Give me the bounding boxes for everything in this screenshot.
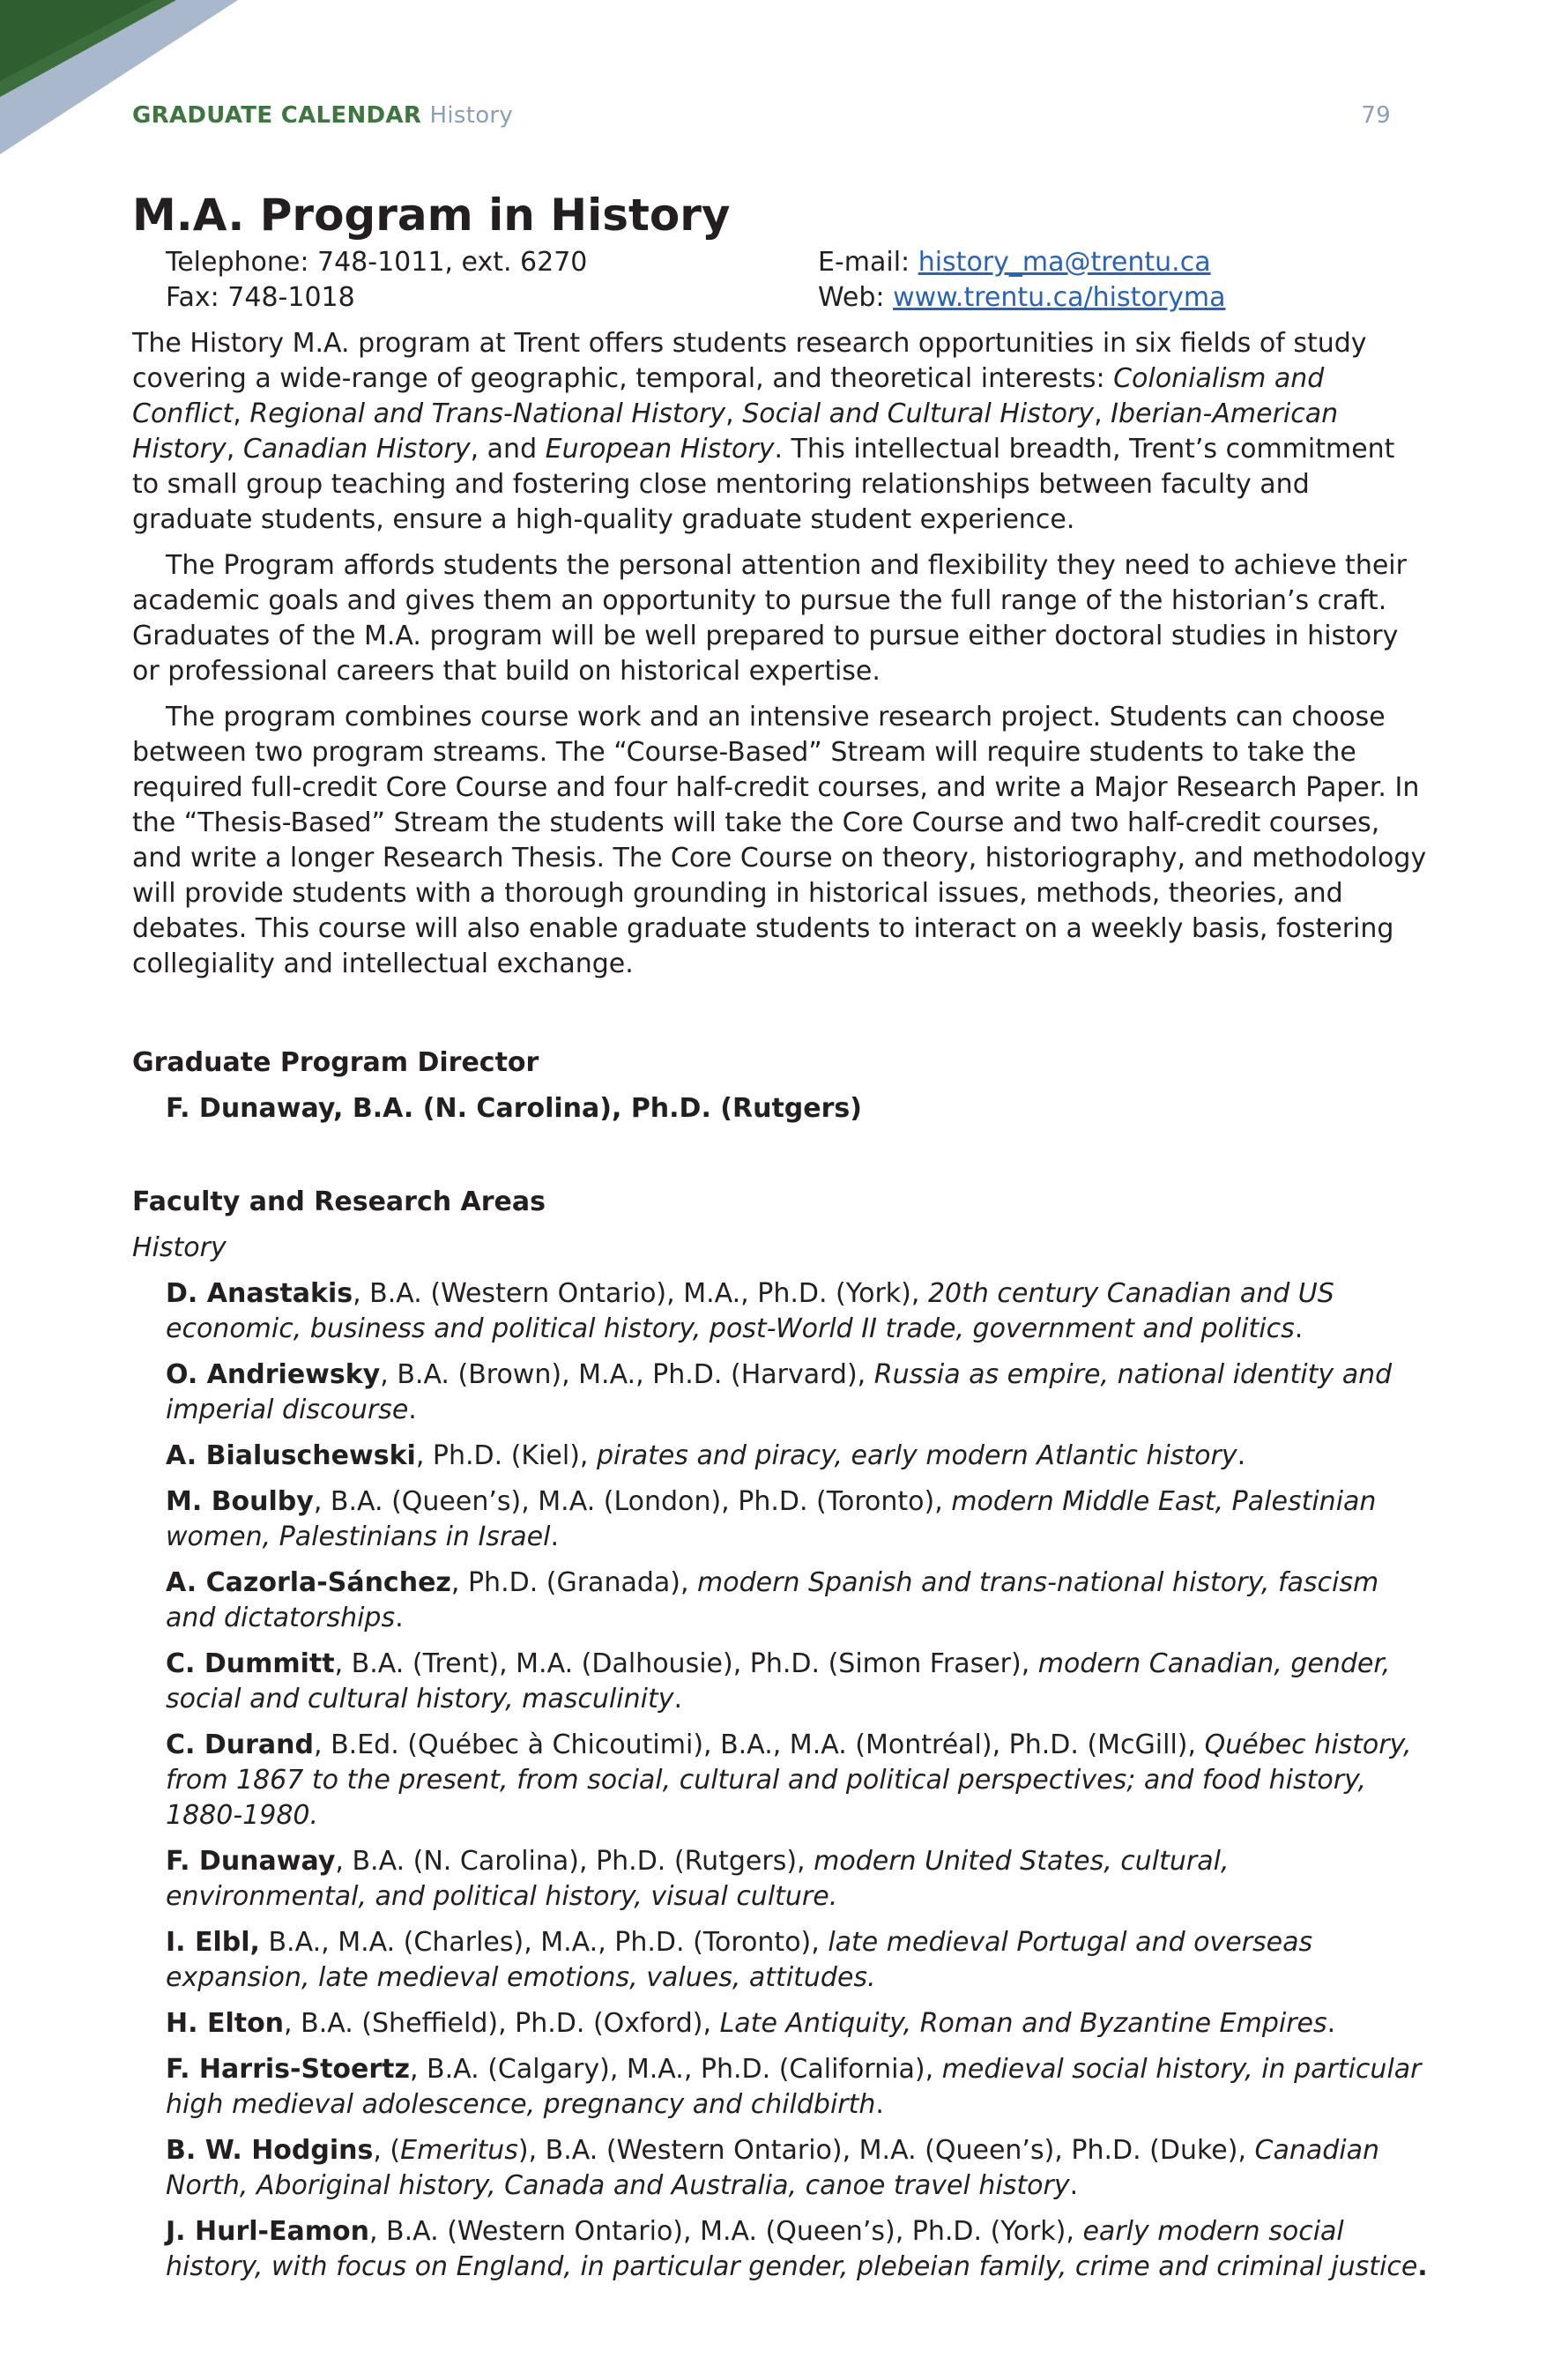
- faculty-entry: [166, 2052, 1428, 2123]
- faculty-entry: [166, 2006, 1428, 2042]
- email-link[interactable]: history_ma@trentu.ca: [918, 247, 1211, 278]
- faculty-name: D. Anastakis: [166, 1278, 353, 1309]
- telephone: Telephone: 748-1011, ext. 6270: [166, 247, 588, 278]
- faculty-degrees: , B.A. (Western Ontario), M.A. (Queen’s), Ph.D. (York),: [368, 2216, 1083, 2247]
- faculty-degrees: B.A., M.A. (Charles), M.A., Ph.D. (Toronto),: [259, 1927, 829, 1958]
- faculty-name: F. Dunaway: [166, 1846, 336, 1877]
- web-label: Web:: [818, 282, 894, 313]
- field-2: Regional and Trans-National History: [249, 398, 726, 429]
- field-3: Social and Cultural History: [742, 398, 1095, 429]
- faculty-name: A. Cazorla-Sánchez: [166, 1567, 451, 1598]
- entry-end: .: [1417, 2251, 1428, 2282]
- faculty-name: M. Boulby: [166, 1486, 314, 1517]
- page-content: [132, 187, 1428, 2285]
- faculty-degrees: , Ph.D. (Kiel),: [415, 1440, 597, 1471]
- p1-text-b: . This intellectual breadth, Trent’s commitment to small group teaching and fostering close mentoring relationships between faculty and graduate students, ensure a high-quality graduate student experience.: [132, 434, 1395, 535]
- faculty-name: A. Bialuschewski: [166, 1440, 416, 1471]
- field-5: Canadian History: [242, 434, 471, 465]
- faculty-entry: [166, 1439, 1428, 1474]
- faculty-entry: [166, 1276, 1428, 1347]
- web-link[interactable]: www.trentu.ca/historyma: [893, 282, 1226, 313]
- faculty-areas: Russia as empire, national identity and imperial discourse: [166, 1359, 1393, 1425]
- intro-paragraph-1: [132, 326, 1428, 538]
- faculty-areas: medieval social history, in particular high medieval adolescence, pregnancy and childbirth: [166, 2054, 1422, 2120]
- faculty-degrees: , B.A. (Western Ontario), M.A., Ph.D. (York),: [353, 1278, 928, 1309]
- faculty-name: B. W. Hodgins: [166, 2135, 374, 2166]
- section-label: History: [429, 102, 514, 129]
- faculty-degrees-2: ), B.A. (Western Ontario), M.A. (Queen’s), Ph.D. (Duke),: [517, 2135, 1255, 2166]
- p1-text-a: The History M.A. program at Trent offers students research opportunities in six fields of study covering a wide-range of geographic, temporal, and theoretical interests:: [132, 328, 1367, 394]
- field-4: Iberian-American History: [132, 398, 1339, 465]
- faculty-degrees: , B.A. (Queen’s), M.A. (London), Ph.D. (Toronto),: [313, 1486, 952, 1517]
- faculty-entry: [166, 2133, 1428, 2204]
- faculty-subheading: History: [132, 1232, 227, 1263]
- faculty-areas: modern Middle East, Palestinian women, Palestinians in Israel: [166, 1486, 1377, 1552]
- faculty-list: [132, 1276, 1428, 2285]
- director-heading: Graduate Program Director: [132, 1047, 539, 1078]
- faculty-degrees: , B.Ed. (Québec à Chicoutimi), B.A., M.A. (Montréal), Ph.D. (McGill),: [314, 1729, 1205, 1760]
- faculty-name: I. Elbl,: [166, 1927, 260, 1958]
- faculty-degrees: , B.A. (Brown), M.A., Ph.D. (Harvard),: [380, 1359, 874, 1390]
- faculty-areas: 20th century Canadian and US economic, business and political history, post-World II trade, government and politics: [166, 1278, 1334, 1344]
- email-line: [818, 245, 1347, 280]
- faculty-heading: Faculty and Research Areas: [132, 1186, 546, 1217]
- faculty-name: H. Elton: [166, 2008, 285, 2039]
- faculty-degrees: , (: [373, 2135, 401, 2166]
- page-number: 79: [1361, 102, 1391, 129]
- entry-end: .: [673, 1684, 683, 1714]
- entry-end: .: [1326, 2008, 1336, 2039]
- faculty-degrees: , B.A. (Trent), M.A. (Dalhousie), Ph.D. (Simon Fraser),: [334, 1648, 1038, 1679]
- faculty-entry: [166, 1484, 1428, 1555]
- sep: ,: [226, 434, 243, 465]
- faculty-areas: early modern social history, with focus on England, in particular gender, plebeian family, crime and criminal justice: [166, 2216, 1418, 2282]
- entry-end: .: [408, 1395, 417, 1425]
- sep: ,: [725, 398, 743, 429]
- faculty-areas: Canadian North, Aboriginal history, Canada and Australia, canoe travel history: [166, 2135, 1380, 2201]
- field-6: European History: [545, 434, 775, 465]
- contact-info: [166, 245, 1428, 316]
- entry-end: .: [550, 1521, 559, 1552]
- faculty-areas: modern United States, cultural, environmental, and political history, visual culture.: [166, 1846, 1230, 1912]
- intro-paragraph-3: The program combines course work and an intensive research project. Students can choose between two program streams. The “Course-Based” Stream will require students to take the required full-credit Core Course and four half-credit courses, and write a Major Research Paper. In the “Thesis-Based” Stream the students will take the Core Course and two half-credit courses, and write a longer Research Thesis. The Core Course on theory, historiography, and methodology will provide students with a thorough grounding in historical issues, methods, theories, and debates. This course will also enable graduate students to interact on a weekly basis, fostering collegiality and intellectual exchange.: [132, 702, 1427, 979]
- faculty-areas: pirates and piracy, early modern Atlantic history: [596, 1440, 1237, 1471]
- field-1: Colonialism and Conflict: [132, 363, 1325, 429]
- entry-end: .: [875, 2089, 884, 2120]
- director-name: F. Dunaway, B.A. (N. Carolina), Ph.D. (Rutgers): [166, 1093, 862, 1124]
- faculty-entry: [166, 1357, 1428, 1428]
- faculty-name: C. Durand: [166, 1729, 314, 1760]
- sep: ,: [233, 398, 250, 429]
- intro-paragraph-2: The Program affords students the personal attention and flexibility they need to achieve their academic goals and gives them an opportunity to pursue the full range of the historian’s craft. Graduates of the M.A. program will be well prepared to pursue either doctoral studies in history or professional careers that build on historical expertise.: [132, 550, 1407, 687]
- faculty-degrees: , B.A. (Calgary), M.A., Ph.D. (California),: [409, 2054, 942, 2085]
- entry-end: .: [1294, 1313, 1304, 1344]
- faculty-name: O. Andriewsky: [166, 1359, 381, 1390]
- corner-decoration: [0, 0, 264, 176]
- faculty-name: F. Harris-Stoertz: [166, 2054, 410, 2085]
- entry-end: .: [1237, 1440, 1246, 1471]
- faculty-entry: [166, 1844, 1428, 1915]
- faculty-entry: [166, 2214, 1428, 2285]
- faculty-name: J. Hurl-Eamon: [166, 2216, 369, 2247]
- entry-end: .: [1069, 2170, 1079, 2201]
- faculty-areas: late medieval Portugal and overseas expansion, late medieval emotions, values, attitudes.: [166, 1927, 1313, 1993]
- page-title: M.A. Program in History: [132, 190, 731, 241]
- faculty-name: C. Dummitt: [166, 1648, 335, 1679]
- faculty-areas: modern Canadian, gender, social and cultural history, masculinity: [166, 1648, 1391, 1714]
- faculty-degrees: , B.A. (Sheffield), Ph.D. (Oxford),: [284, 2008, 720, 2039]
- faculty-emeritus: Emeritus: [400, 2135, 518, 2166]
- fax: Fax: 748-1018: [166, 282, 355, 313]
- faculty-areas: Québec history, from 1867 to the present, from social, cultural and political perspectives; and food history, 1880-1980.: [166, 1729, 1412, 1831]
- faculty-areas: modern Spanish and trans-national history, fascism and dictatorships: [166, 1567, 1379, 1633]
- faculty-degrees: , B.A. (N. Carolina), Ph.D. (Rutgers),: [335, 1846, 814, 1877]
- faculty-areas: Late Antiquity, Roman and Byzantine Empires: [719, 2008, 1327, 2039]
- faculty-degrees: , Ph.D. (Granada),: [450, 1567, 698, 1598]
- calendar-label: GRADUATE CALENDAR: [132, 102, 422, 129]
- page-header: [132, 102, 1391, 138]
- web-line: [818, 280, 1347, 316]
- faculty-entry: [166, 1728, 1428, 1833]
- faculty-entry: [166, 1566, 1428, 1636]
- and-sep: , and: [470, 434, 546, 465]
- program-description: [132, 326, 1428, 982]
- entry-end: .: [395, 1603, 404, 1633]
- sep: ,: [1094, 398, 1111, 429]
- email-label: E-mail:: [818, 247, 918, 278]
- faculty-entry: [166, 1647, 1428, 1717]
- faculty-entry: [166, 1925, 1428, 1996]
